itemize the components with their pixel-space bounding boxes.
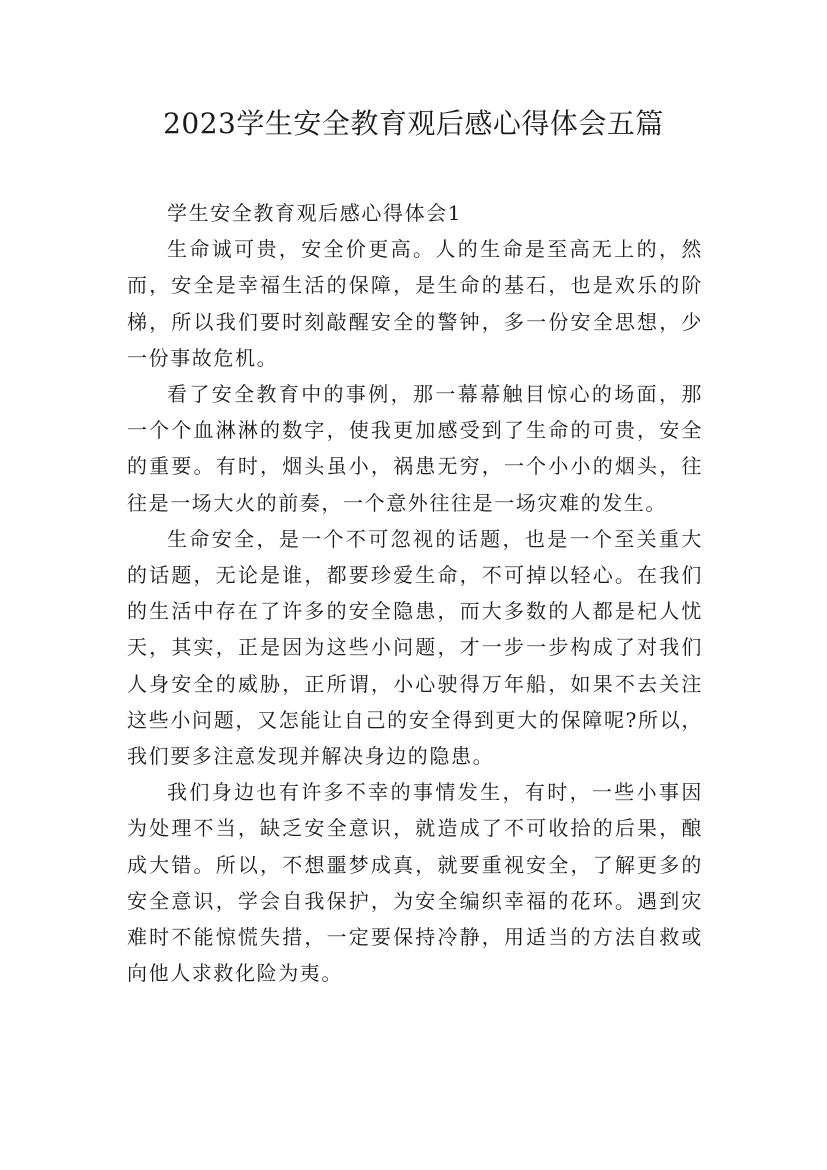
section-heading: 学生安全教育观后感心得体会1 [167,201,463,225]
paragraph-2: 看了安全教育中的事例，那一幕幕触目惊心的场面，那一个个血淋淋的数字，使我更加感受到了生命的可贵，安全的重要。有时，烟头虽小，祸患无穷，一个小小的烟头，往往是一场大火的前奏，一个意外往往是一场灾难的发生。 [127,382,703,515]
paragraph-3: 生命安全，是一个不可忽视的话题，也是一个至关重大的话题，无论是谁，都要珍爱生命，不可掉以轻心。在我们的生活中存在了许多的安全隐患，而大多数的人都是杞人忧天，其实，正是因为这些小问题，才一步一步构成了对我们人身安全的威胁，正所谓，小心驶得万年船，如果不去关注这些小问题，又怎能让自己的安全得到更大的保障呢?所以，我们要多注意发现并解决身边的隐患。 [127,526,703,769]
paragraph-1: 生命诚可贵，安全价更高。人的生命是至高无上的，然而，安全是幸福生活的保障，是生命的基石，也是欢乐的阶梯，所以我们要时刻敲醒安全的警钟，多一份安全思想，少一份事故危机。 [127,237,703,370]
document-body [127,195,703,991]
paragraph-4: 我们身边也有许多不幸的事情发生，有时，一些小事因为处理不当，缺乏安全意识，就造成了不可收拾的后果，酿成大错。所以，不想噩梦成真，就要重视安全，了解更多的安全意识，学会自我保护，为安全编织幸福的花环。遇到灾难时不能惊慌失措，一定要保持冷静，用适当的方法自救或向他人求救化险为夷。 [127,780,703,986]
document-title: 2023学生安全教育观后感心得体会五篇 [163,107,664,140]
